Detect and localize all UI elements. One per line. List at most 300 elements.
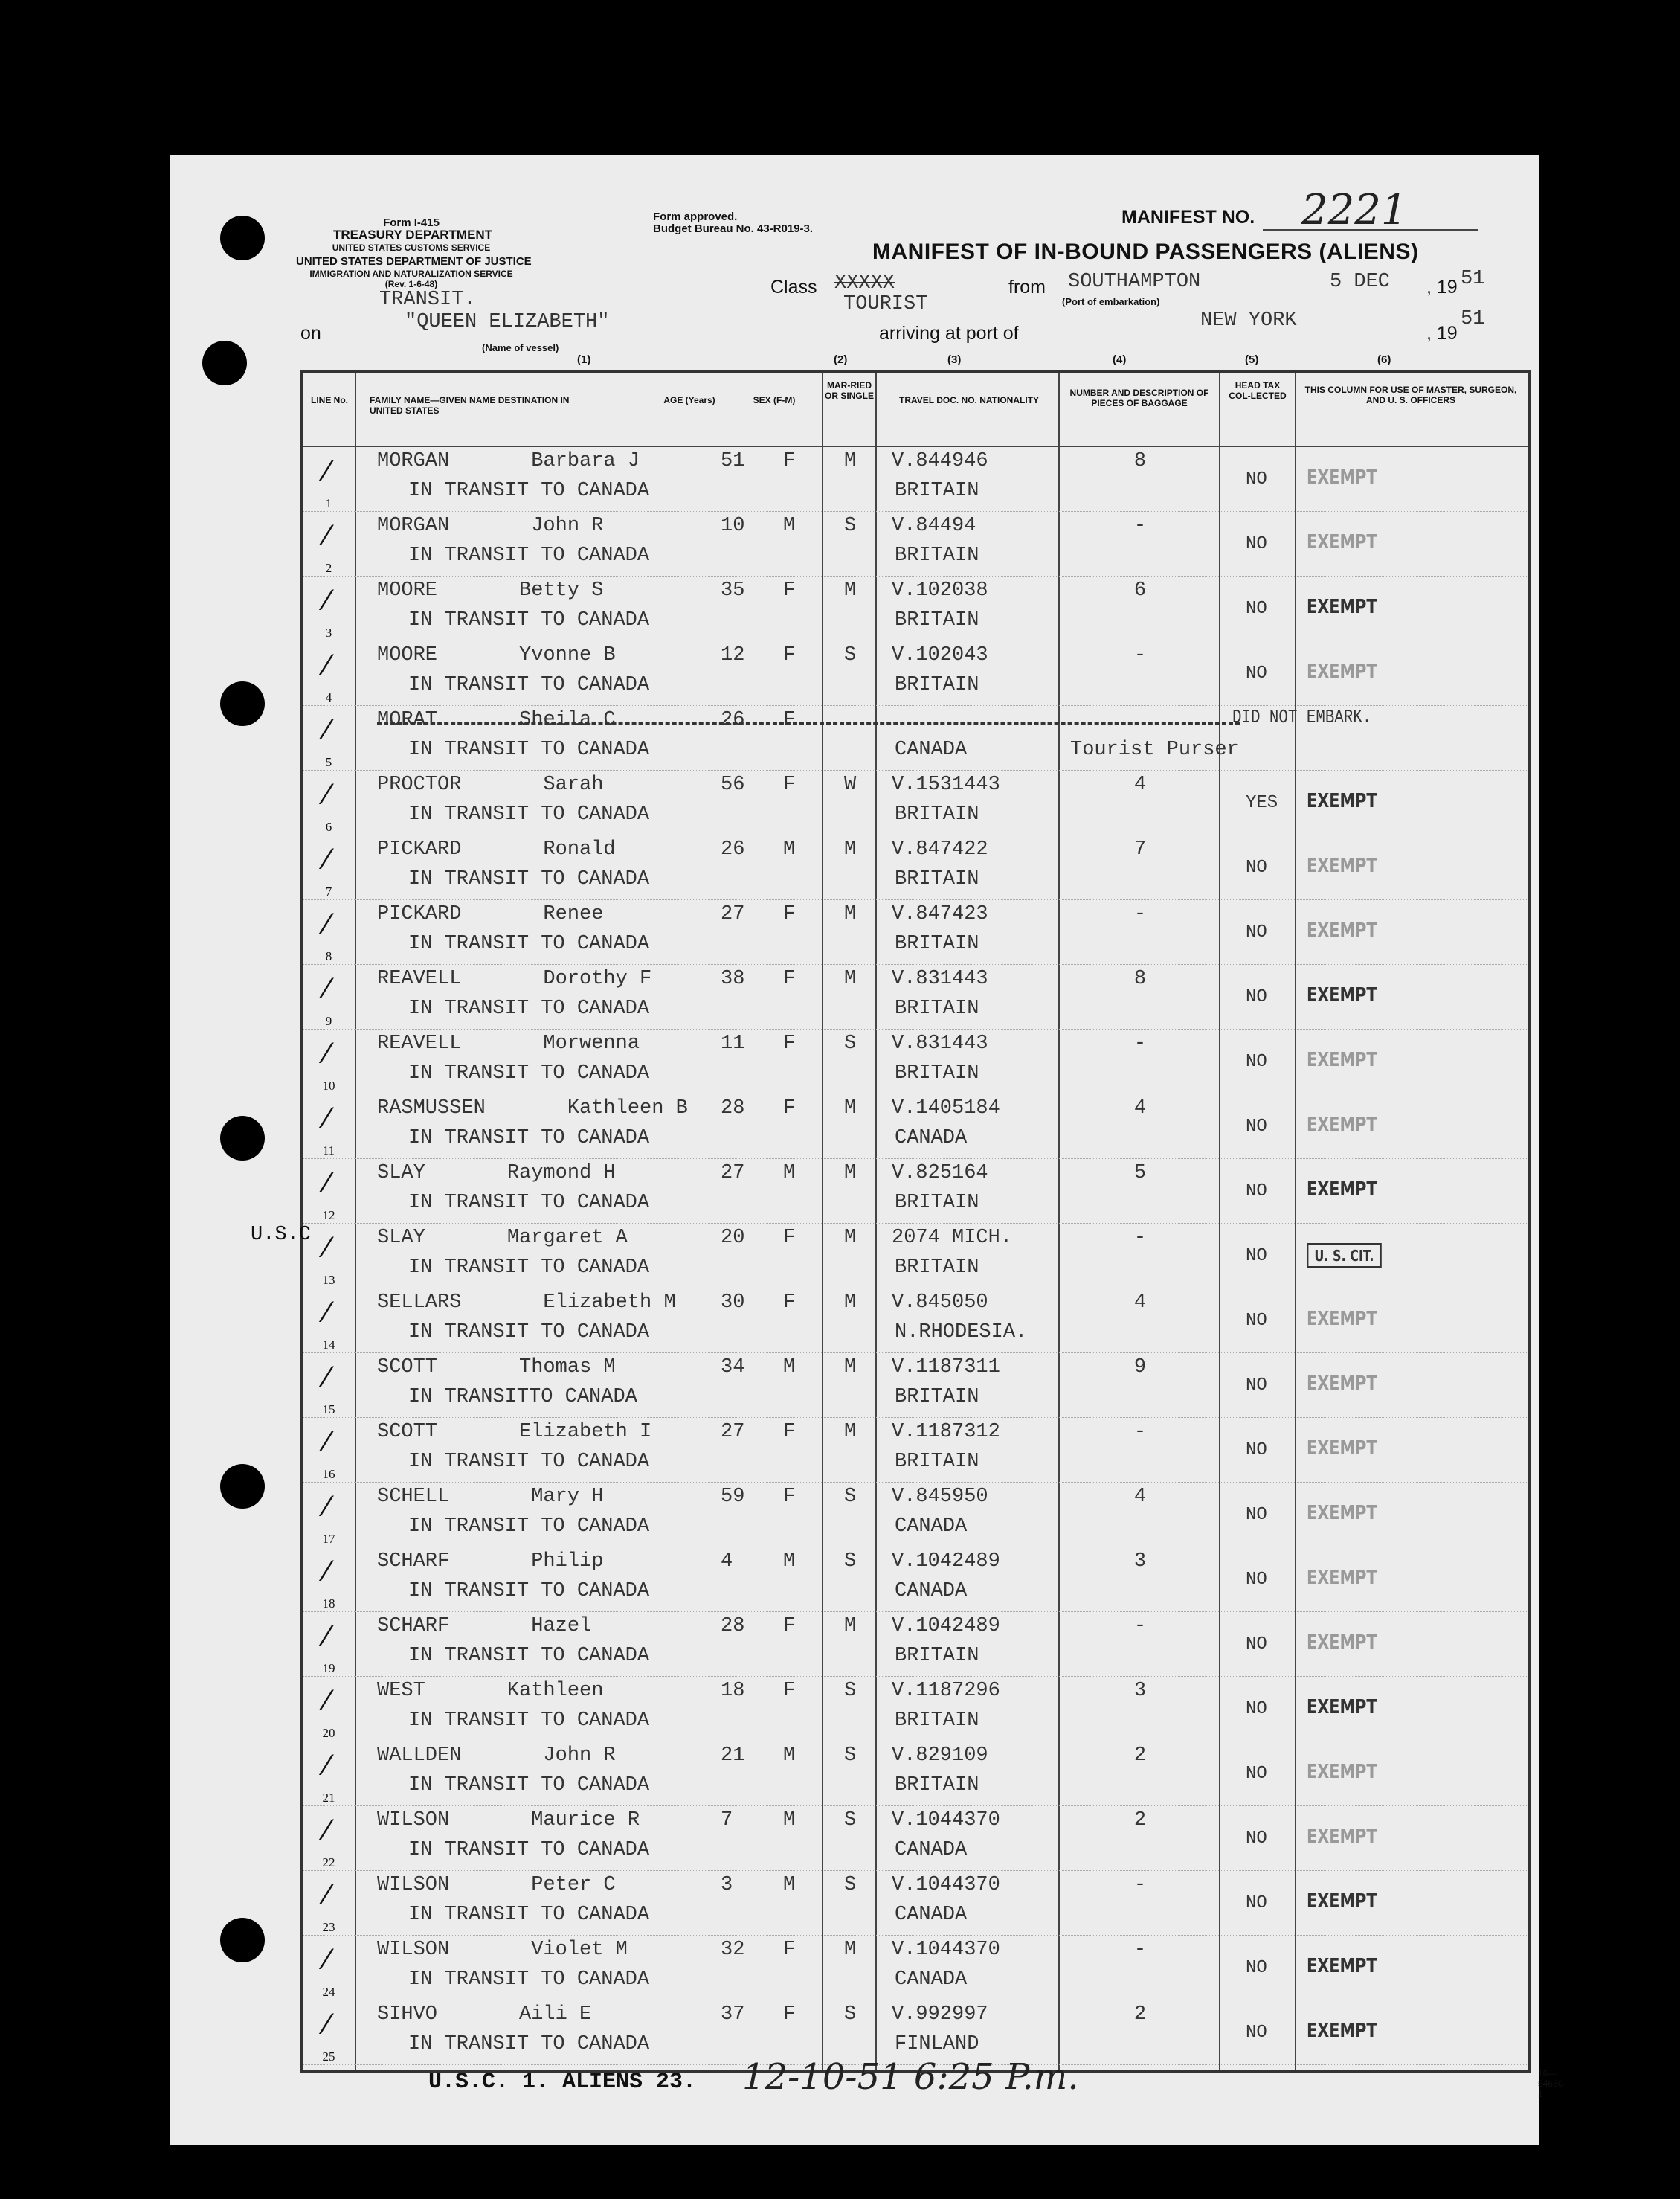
nationality: CANADA [895,1127,968,1149]
arriving-label: arriving at port of [879,323,1019,344]
passenger-name [377,1227,628,1249]
table-row [303,1936,1528,2000]
head-tax: NO [1246,469,1267,489]
baggage-count: 5 [1133,1162,1147,1184]
sex: M [783,1162,796,1184]
head-tax: NO [1246,1699,1267,1719]
baggage-count: 4 [1133,1097,1147,1120]
travel-doc-number: V.1405184 [892,1097,1000,1120]
customs-service: UNITED STATES CUSTOMS SERVICE [332,243,491,253]
check-mark-icon: ∕ [325,1684,330,1717]
travel-doc-number: V.102038 [892,580,988,602]
family-name: PICKARD [377,838,462,861]
sex: M [783,1874,796,1896]
family-name: SLAY [377,1162,425,1184]
col-header-sex: SEX (F-M) [753,395,796,405]
table-row [303,1030,1528,1094]
manifest-page [170,155,1566,2145]
sex: M [783,1744,796,1767]
destination: IN TRANSIT TO CANADA [408,1192,650,1214]
table-row [303,447,1528,512]
nationality: BRITAIN [895,1710,979,1732]
age: 28 [721,1097,745,1120]
head-tax: NO [1246,1634,1267,1654]
travel-doc-number: V.825164 [892,1162,988,1184]
punch-hole [220,1464,265,1509]
age: 37 [721,2003,745,2026]
line-number: 9 [325,1014,332,1028]
travel-doc-number: V.831443 [892,968,988,990]
destination: IN TRANSIT TO CANADA [408,998,650,1020]
family-name: SELLARS [377,1291,462,1314]
officer-stamp: EXEMPT [1307,661,1377,683]
table-row [303,965,1528,1030]
destination: IN TRANSIT TO CANADA [408,609,650,632]
travel-doc-number: V.845050 [892,1291,988,1314]
table-row [303,835,1528,900]
sex: F [783,1291,796,1314]
age: 21 [721,1744,745,1767]
table-row [303,577,1528,641]
line-number: 16 [322,1467,335,1481]
travel-doc-number: V.1531443 [892,774,1000,796]
line-number: 6 [325,820,332,834]
punch-hole [220,1116,265,1161]
check-mark-icon: ∕ [325,1425,330,1458]
officer-stamp: EXEMPT [1307,531,1377,553]
passenger-name [377,1809,640,1832]
family-name: REAVELL [377,1033,462,1055]
line-number: 7 [325,885,332,899]
form-code: 16—54650-1 [1538,2068,1566,2099]
travel-doc-number: V.844946 [892,450,988,472]
baggage-count: 2 [1133,1744,1147,1767]
nationality: CANADA [895,1968,968,1991]
class-struck: XXXXX [834,272,895,295]
line-number: 17 [322,1532,335,1546]
baggage-count: 2 [1133,2003,1147,2026]
given-name: Raymond H [506,1162,616,1184]
line-number: 10 [322,1079,335,1093]
destination: IN TRANSIT TO CANADA [408,1839,650,1861]
travel-doc-number: V.1044370 [892,1874,1000,1896]
given-name: Aili E [519,2003,592,2026]
head-tax: YES [1246,793,1278,813]
vessel-name: "QUEEN ELIZABETH" [405,311,610,333]
line-number: 2 [325,561,332,575]
given-name: Sarah [543,774,604,796]
table-row [303,900,1528,965]
age: 27 [721,1421,745,1443]
check-mark-icon: ∕ [325,1166,330,1199]
officer-stamp: EXEMPT [1307,790,1377,812]
family-name: SCHELL [377,1486,450,1508]
passenger-name [377,450,640,472]
destination: IN TRANSIT TO CANADA [408,1321,650,1344]
passenger-name [377,1033,640,1055]
given-name: Sheila C [519,709,616,731]
officer-stamp: EXEMPT [1307,1178,1377,1201]
head-tax: NO [1246,2023,1267,2043]
check-mark-icon: ∕ [325,1619,330,1652]
nationality: BRITAIN [895,1645,979,1667]
head-tax: NO [1246,858,1267,878]
age: 38 [721,968,745,990]
budget-bureau: Budget Bureau No. 43-R019-3. [653,222,814,235]
passenger-table [251,370,1531,2073]
officer-stamp: EXEMPT [1307,2020,1377,2042]
check-mark-icon: ∕ [325,713,330,746]
nationality: BRITAIN [895,609,979,632]
from-label: from [1008,277,1046,298]
col-num: (5) [1245,353,1259,366]
family-name: WEST [377,1680,425,1702]
destination: IN TRANSIT TO CANADA [408,1451,650,1473]
marital-status: S [844,1744,857,1767]
purser-note: Tourist Purser [1070,739,1239,761]
col-header-baggage: NUMBER AND DESCRIPTION OF PIECES OF BAGGAGE [1069,388,1209,408]
officer-stamp: U. S. CIT. [1307,1243,1382,1268]
marital-status: M [844,838,857,861]
age: 51 [721,450,745,472]
head-tax: NO [1246,1440,1267,1460]
destination: IN TRANSIT TO CANADA [408,480,650,502]
sex: F [783,1680,796,1702]
check-mark-icon: ∕ [325,519,330,552]
age: 56 [721,774,745,796]
travel-doc-number: V.1187296 [892,1680,1000,1702]
line-number: 14 [322,1338,335,1352]
baggage-count: 9 [1133,1356,1147,1378]
strike-dash-line [377,722,1240,725]
class-value: TOURIST [843,293,928,315]
check-mark-icon: ∕ [325,1749,330,1782]
nationality: FINLAND [895,2033,979,2055]
officer-stamp: EXEMPT [1307,1502,1377,1524]
age: 28 [721,1615,745,1637]
destination: IN TRANSIT TO CANADA [408,674,650,696]
baggage-count: 6 [1133,580,1147,602]
given-name: Mary H [531,1486,604,1508]
punch-hole [220,681,265,726]
check-mark-icon: ∕ [325,1037,330,1070]
officer-stamp: EXEMPT [1307,855,1377,877]
given-name: Elizabeth M [543,1291,676,1314]
travel-doc-number: V.1044370 [892,1939,1000,1961]
sex: F [783,450,796,472]
age: 35 [721,580,745,602]
passenger-name [377,1744,616,1767]
head-tax: NO [1246,1570,1267,1590]
baggage-count: - [1133,1939,1147,1961]
family-name: MORGAN [377,515,450,537]
form-number: Form I-415 [383,216,440,229]
table-row [303,1418,1528,1483]
col-header-married: MAR-RIED OR SINGLE [825,380,875,401]
table-row [303,1483,1528,1547]
sex: F [783,1033,796,1055]
manifest-title: MANIFEST OF IN-BOUND PASSENGERS (ALIENS) [872,240,1419,264]
given-name: Hazel [531,1615,592,1637]
marital-status: M [844,1615,857,1637]
head-tax: NO [1246,1893,1267,1913]
age: 20 [721,1227,745,1249]
sex: F [783,968,796,990]
sex: F [783,580,796,602]
travel-doc-number: V.831443 [892,1033,988,1055]
officer-stamp: EXEMPT [1307,1890,1377,1913]
nationality: BRITAIN [895,1451,979,1473]
destination: IN TRANSIT TO CANADA [408,545,650,567]
marital-status: M [844,1356,857,1378]
manifest-no-label: MANIFEST NO. [1121,207,1255,228]
footer-handwritten: 12-10-51 6:25 P.m. [742,2056,1079,2098]
given-name: Maurice R [531,1809,640,1832]
family-name: REAVELL [377,968,462,990]
year-prefix-1: , 19 [1426,277,1458,298]
check-mark-icon: ∕ [325,1878,330,1911]
sex: M [783,838,796,861]
punch-hole [220,1918,265,1962]
marital-status: S [844,2003,857,2026]
passenger-name [377,838,616,861]
passenger-name [377,1291,676,1314]
vessel-note: (Name of vessel) [482,342,559,353]
line-number: 12 [322,1208,335,1222]
officer-stamp: DID NOT EMBARK. [1232,706,1372,728]
age: 26 [721,838,745,861]
embark-year: 51 [1461,268,1485,290]
travel-doc-number: V.845950 [892,1486,988,1508]
family-name: SCOTT [377,1356,438,1378]
given-name: Kathleen B [567,1097,688,1120]
table-row [303,1094,1528,1159]
passenger-name [377,1615,591,1637]
line-number: 18 [322,1596,335,1611]
head-tax: NO [1246,664,1267,684]
nationality: BRITAIN [895,998,979,1020]
passenger-name [377,903,603,925]
given-name: Elizabeth I [519,1421,652,1443]
table-row [303,1677,1528,1741]
passenger-name [377,1162,616,1184]
baggage-count: - [1133,1874,1147,1896]
age: 3 [721,1874,733,1896]
travel-doc-number: V.847422 [892,838,988,861]
marital-status: S [844,1874,857,1896]
port-embarkation: SOUTHAMPTON [1068,271,1201,293]
punch-hole [220,216,265,260]
family-name: MORGAN [377,450,450,472]
arrival-year: 51 [1461,308,1485,330]
nationality: BRITAIN [895,1062,979,1085]
col-num: (6) [1377,353,1391,366]
family-name: PICKARD [377,903,462,925]
punch-hole [202,341,247,385]
travel-doc-number: V.847423 [892,903,988,925]
officer-stamp: EXEMPT [1307,919,1377,942]
sex: M [783,1550,796,1573]
sex: F [783,709,796,731]
officer-stamp: EXEMPT [1307,1696,1377,1718]
check-mark-icon: ∕ [325,455,330,487]
age: 26 [721,709,745,731]
travel-doc-number: V.84494 [892,515,976,537]
line-number: 24 [322,1985,335,1999]
head-tax: NO [1246,1958,1267,1978]
ins-service: IMMIGRATION AND NATURALIZATION SERVICE [309,269,513,279]
col-num: (4) [1113,353,1127,366]
table-row [303,1353,1528,1418]
destination: IN TRANSIT TO CANADA [408,1127,650,1149]
passenger-name [377,774,603,796]
table-row [303,1806,1528,1871]
passenger-name [377,1680,603,1702]
given-name: Betty S [519,580,604,602]
line-number: 4 [325,690,332,704]
baggage-count: - [1133,1421,1147,1443]
family-name: RASMUSSEN [377,1097,486,1120]
destination: IN TRANSIT TO CANADA [408,2033,650,2055]
nationality: CANADA [895,1904,968,1926]
destination: IN TRANSIT TO CANADA [408,1515,650,1538]
check-mark-icon: ∕ [325,1814,330,1846]
justice-dept: UNITED STATES DEPARTMENT OF JUSTICE [296,255,532,268]
col-num: (2) [834,353,848,366]
table-row [303,2000,1528,2065]
line-number: 25 [322,2049,335,2064]
given-name: Thomas M [519,1356,616,1378]
officer-stamp: EXEMPT [1307,1955,1377,1977]
marital-status: M [844,1939,857,1961]
baggage-count: 4 [1133,774,1147,796]
head-tax: NO [1246,1505,1267,1525]
check-mark-icon: ∕ [325,972,330,1005]
marital-status: S [844,644,857,667]
age: 27 [721,903,745,925]
nationality: BRITAIN [895,1192,979,1214]
age: 30 [721,1291,745,1314]
baggage-count: - [1133,1615,1147,1637]
travel-doc-number: V.1187311 [892,1356,1000,1378]
family-name: MOORE [377,580,438,602]
marital-status: S [844,1550,857,1573]
family-name: WILSON [377,1809,450,1832]
officer-stamp: EXEMPT [1307,1114,1377,1136]
marital-status: S [844,515,857,537]
check-mark-icon: ∕ [325,584,330,617]
check-mark-icon: ∕ [325,778,330,811]
form-revision: (Rev. 1-6-48) [384,279,438,289]
check-mark-icon: ∕ [325,1490,330,1523]
passenger-name [377,2003,591,2026]
check-mark-icon: ∕ [325,1296,330,1329]
travel-doc-number: V.829109 [892,1744,988,1767]
passenger-name [377,1486,603,1508]
travel-doc-number: V.992997 [892,2003,988,2026]
family-name: SLAY [377,1227,425,1249]
travel-doc-number: V.1187312 [892,1421,1000,1443]
line-number: 1 [325,496,332,510]
sex: M [783,1809,796,1832]
nationality: BRITAIN [895,1256,979,1279]
destination: IN TRANSITTO CANADA [408,1386,637,1408]
age: 18 [721,1680,745,1702]
marital-status: S [844,1486,857,1508]
table-row [251,1224,1528,1288]
table-row [303,1288,1528,1353]
head-tax: NO [1246,1764,1267,1784]
nationality: BRITAIN [895,674,979,696]
sex: M [783,515,796,537]
marital-status: M [844,1421,857,1443]
marital-status: M [844,1162,857,1184]
given-name: Renee [543,903,604,925]
age: 27 [721,1162,745,1184]
table-row [303,1612,1528,1677]
manifest-number: 2221 [1301,186,1408,234]
passenger-name [377,709,616,731]
destination: IN TRANSIT TO CANADA [408,803,650,826]
line-number: 20 [322,1726,335,1740]
line-number: 23 [322,1920,335,1934]
passenger-name [377,1550,603,1573]
passenger-name [377,1356,616,1378]
family-name: SCOTT [377,1421,438,1443]
travel-doc-number: V.1042489 [892,1550,1000,1573]
officer-stamp: EXEMPT [1307,1826,1377,1848]
officer-stamp: EXEMPT [1307,596,1377,618]
baggage-count: 4 [1133,1486,1147,1508]
age: 32 [721,1939,745,1961]
travel-doc-number: 2074 MICH. [892,1227,1013,1249]
transit-label: TRANSIT. [379,289,476,311]
given-name: Barbara J [531,450,640,472]
check-mark-icon: ∕ [325,1361,330,1393]
marital-status: M [844,1097,857,1120]
head-tax: NO [1246,1117,1267,1137]
head-tax: NO [1246,1052,1267,1072]
check-mark-icon: ∕ [325,1102,330,1134]
col-header-tax: HEAD TAX COL-LECTED [1229,380,1287,401]
sex: F [783,1421,796,1443]
marital-status: M [844,450,857,472]
check-mark-icon: ∕ [325,1231,330,1264]
sex: F [783,1615,796,1637]
on-label: on [300,323,321,344]
port-embark-note: (Port of embarkation) [1062,296,1160,307]
officer-stamp: EXEMPT [1307,1373,1377,1395]
class-label: Class [770,277,817,298]
destination: IN TRANSIT TO CANADA [408,739,650,761]
given-name: Kathleen [506,1680,604,1702]
family-name: SCHARF [377,1615,450,1637]
embark-date: 5 DEC [1330,271,1391,293]
officer-stamp: EXEMPT [1307,1567,1377,1589]
family-name: WILSON [377,1939,450,1961]
col-num: (1) [577,353,591,366]
travel-doc-number: V.102043 [892,644,988,667]
given-name: Peter C [531,1874,616,1896]
baggage-count: 8 [1133,968,1147,990]
sex: F [783,2003,796,2026]
baggage-count: 4 [1133,1291,1147,1314]
marital-status: M [844,580,857,602]
officer-stamp: EXEMPT [1307,1437,1377,1460]
head-tax: NO [1246,1246,1267,1266]
col-header-line: LINE No. [311,395,348,405]
given-name: Morwenna [543,1033,640,1055]
